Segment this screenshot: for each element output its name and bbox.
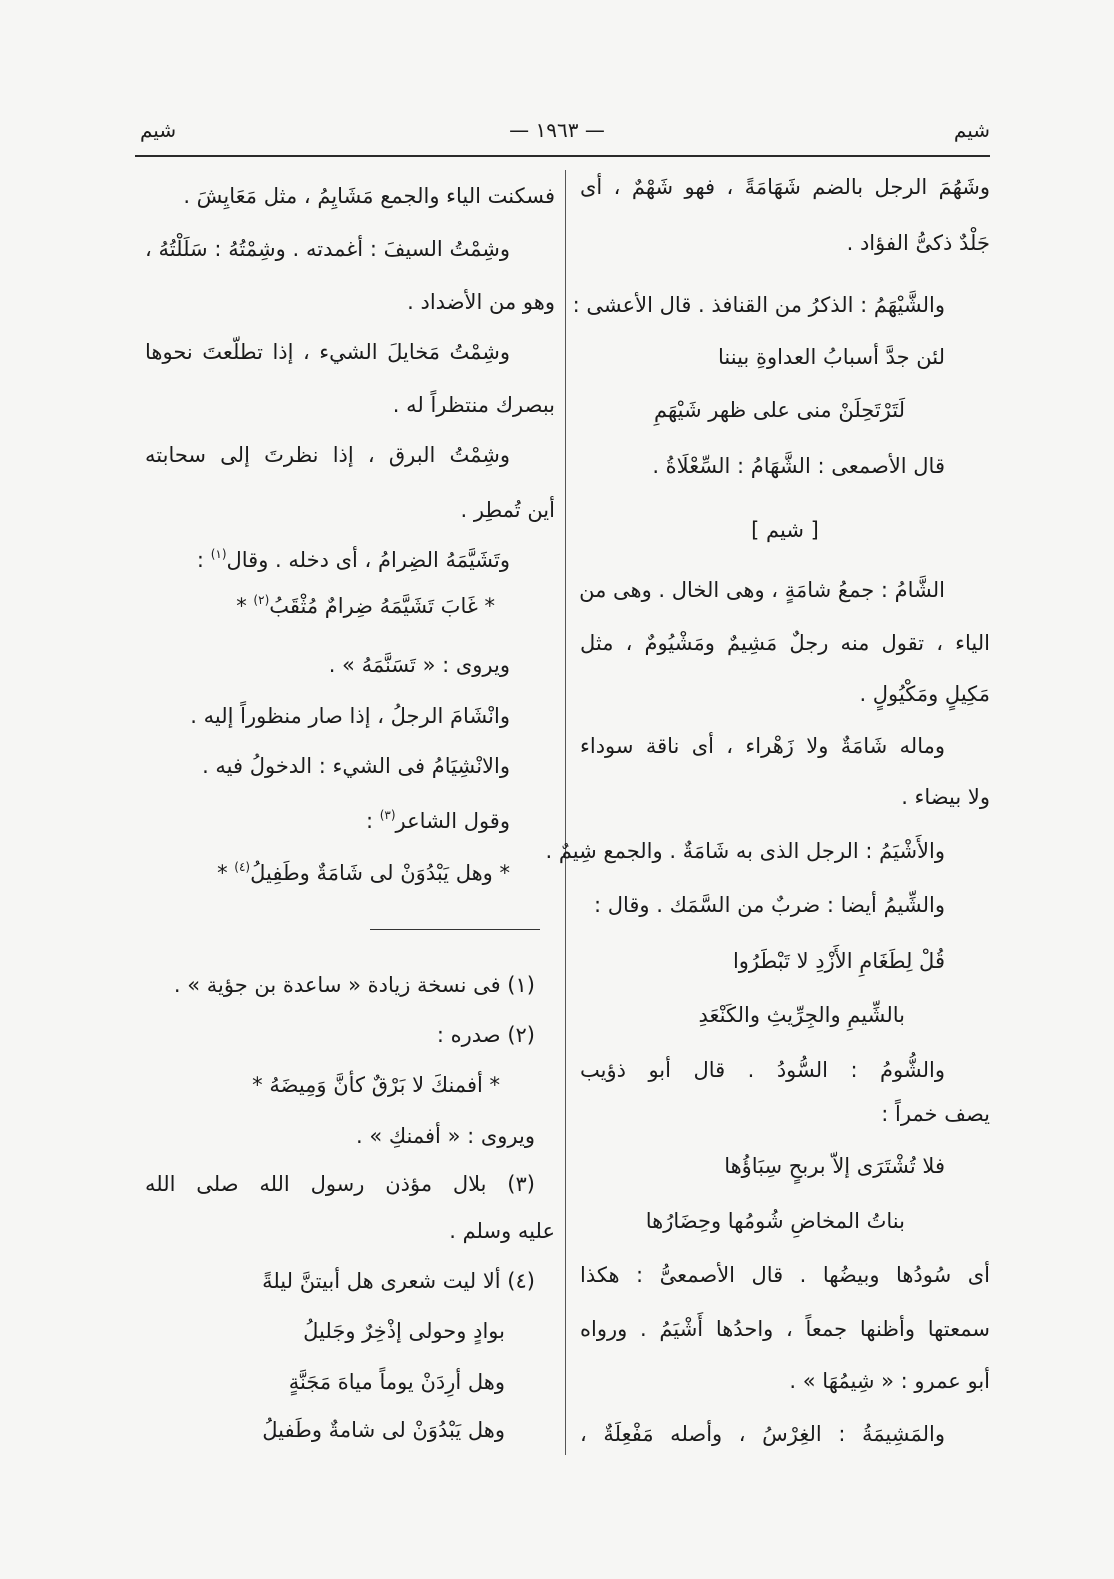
entry-line: فسكنت الياء والجمع مَشَايِمُ ، مثل مَعَايِشَ . — [183, 184, 555, 208]
entry-line: والانْشِيَامُ فى الشيء : الدخولُ فيه . — [202, 754, 510, 778]
entry-text: وتَشَيَّمَهُ الضِرامُ ، أى دخله . وقال — [226, 548, 510, 572]
entry-line: جَلْدٌ ذكىُّ الفؤاد . — [846, 231, 990, 255]
verse-line: لئن جدَّ أسبابُ العداوةِ بيننا — [718, 345, 945, 369]
entry-line: وهو من الأضداد . — [407, 290, 555, 314]
verse-text: * — [236, 594, 254, 618]
footnote-ref: (٣) — [379, 808, 396, 822]
entry-line: أى سُودُها وبيضُها . قال الأصمعىُّ : هكذا — [580, 1263, 990, 1287]
entry-line: ويروى : « تَسَنَّمَهُ » . — [328, 653, 510, 677]
entry-line: مَكِيلٍ ومَكْيُولٍ . — [859, 682, 990, 706]
entry-line: يصف خمراً : — [881, 1102, 990, 1126]
footnote-ref: (٢) — [253, 593, 270, 607]
verse-text: * وهل يَبْدُوَنْ لى شَامَةٌ وطَفِيلُ — [250, 861, 510, 885]
entry-line: سمعتها وأظنها جمعاً ، واحدُها أَشْيَمُ . ورواه — [580, 1317, 990, 1341]
entry-line: والشَّيْهَمُ : الذكرُ من القنافذ . قال الأعشى : — [572, 293, 945, 317]
footnote-ref: (٤) — [234, 860, 251, 874]
verse-line: بالشِّيمِ والجِرِّيثِ والكَنْعَدِ — [698, 1003, 905, 1027]
verse-line: قُلْ لِطَغَامِ الأَزْدِ لا تَبْطَرُوا — [732, 949, 945, 973]
verse-line — [145, 853, 555, 893]
running-head-left: شيم — [140, 118, 177, 142]
entry-line: والمَشِيمَةُ : الغِرْسُ ، وأصله مَفْعِلَةٌ ، — [580, 1422, 945, 1446]
footnote-verse: وهل يَبْدُوَنْ لى شامةٌ وطَفيلُ — [262, 1418, 505, 1442]
entry-line: وشَهُمَ الرجل بالضم شَهَامَةً ، فهو شَهْمٌ ، أى — [580, 175, 990, 199]
entry-line: وشِمْتُ البرق ، إذا نظرتَ إلى سحابته — [145, 443, 510, 467]
verse-text: * — [217, 861, 235, 885]
entry-line: والشُّومُ : السُّودُ . قال أبو ذؤيب — [580, 1058, 945, 1082]
entry-line — [145, 540, 555, 580]
section-heading: [ شيم ] — [751, 518, 819, 542]
footnote-line: عليه وسلم . — [449, 1219, 555, 1243]
entry-line: والأَشْيَمُ : الرجل الذى به شَامَةٌ . والجمع شِيمٌ . — [545, 839, 945, 863]
entry-line: وانْشَامَ الرجلُ ، إذا صار منظوراً إليه . — [190, 704, 510, 728]
entry-line: الشَّامُ : جمعُ شامَةٍ ، وهى الخال . وهى من — [579, 578, 945, 602]
footnote-verse: بوادٍ وحولى إذْخِرٌ وجَليلُ — [303, 1319, 505, 1343]
entry-line: قال الأصمعى : الشَّهَامُ : السِّعْلَاةُ . — [652, 454, 945, 478]
running-head-right: شيم — [953, 118, 990, 142]
header-rule — [135, 155, 990, 157]
footnote-line: ويروى : « أفمنكِ » . — [355, 1124, 535, 1148]
entry-line: ببصرك منتظراً له . — [392, 393, 555, 417]
footnote-line: (٢) صدره : — [436, 1023, 535, 1047]
entry-line: وشِمْتُ مَخايلَ الشيء ، إذا تطلّعتَ نحوها — [145, 340, 510, 364]
verse-text: * غَابَ تَشَيَّمَهُ ضِرامٌ مُثْقَبُ — [269, 594, 495, 618]
entry-line — [145, 801, 555, 841]
footnote-verse: وهل أرِدَنْ يوماً مياهَ مَجَنَّةٍ — [288, 1370, 505, 1394]
entry-text: وقول الشاعر — [395, 809, 510, 833]
footnote-verse: * أفمنكَ لا بَرْقٌ كأنَّ وَمِيضَهُ * — [252, 1073, 500, 1097]
entry-line: وماله شَامَةٌ ولا زَهْراء ، أى ناقة سوداء — [580, 734, 945, 758]
entry-text: : — [196, 548, 211, 572]
entry-line: أبو عمرو : « شِيمُهَا » . — [789, 1369, 990, 1393]
verse-line: فلا تُشْتَرَى إلاّ بربحٍ سِبَاؤُها — [724, 1154, 945, 1178]
column-divider — [565, 170, 566, 1455]
verse-line — [145, 586, 555, 626]
footnote-rule — [370, 929, 540, 930]
verse-line: بناتُ المخاضِ شُومُها وحِضَارُها — [645, 1209, 905, 1233]
footnote-line: (٣) بلال مؤذن رسول الله صلى الله — [145, 1172, 535, 1196]
footnote-verse: (٤) ألا ليت شعرى هل أبيتنَّ ليلةً — [262, 1269, 535, 1293]
entry-text: : — [365, 809, 380, 833]
entry-line: وشِمْتُ السيفَ : أغمدته . وشِمْتُهُ : سَلَلْتُهُ ، — [145, 237, 510, 261]
entry-line: ولا بيضاء . — [901, 785, 990, 809]
page-number: — ١٩٦٣ — — [509, 118, 605, 142]
entry-line: الياء ، تقول منه رجلٌ مَشِيمٌ ومَشْيُومٌ ، مثل — [580, 631, 990, 655]
entry-line: أين تُمطِر . — [460, 498, 555, 522]
verse-line: لَتَرْتَحِلَنْ منى على ظهر شَيْهَمِ — [653, 398, 905, 422]
footnote-line: (١) فى نسخة زيادة « ساعدة بن جؤية » . — [173, 973, 535, 997]
footnote-ref: (١) — [210, 547, 227, 561]
entry-line: والشِّيمُ أيضا : ضربٌ من السَّمَك . وقال : — [593, 893, 945, 917]
